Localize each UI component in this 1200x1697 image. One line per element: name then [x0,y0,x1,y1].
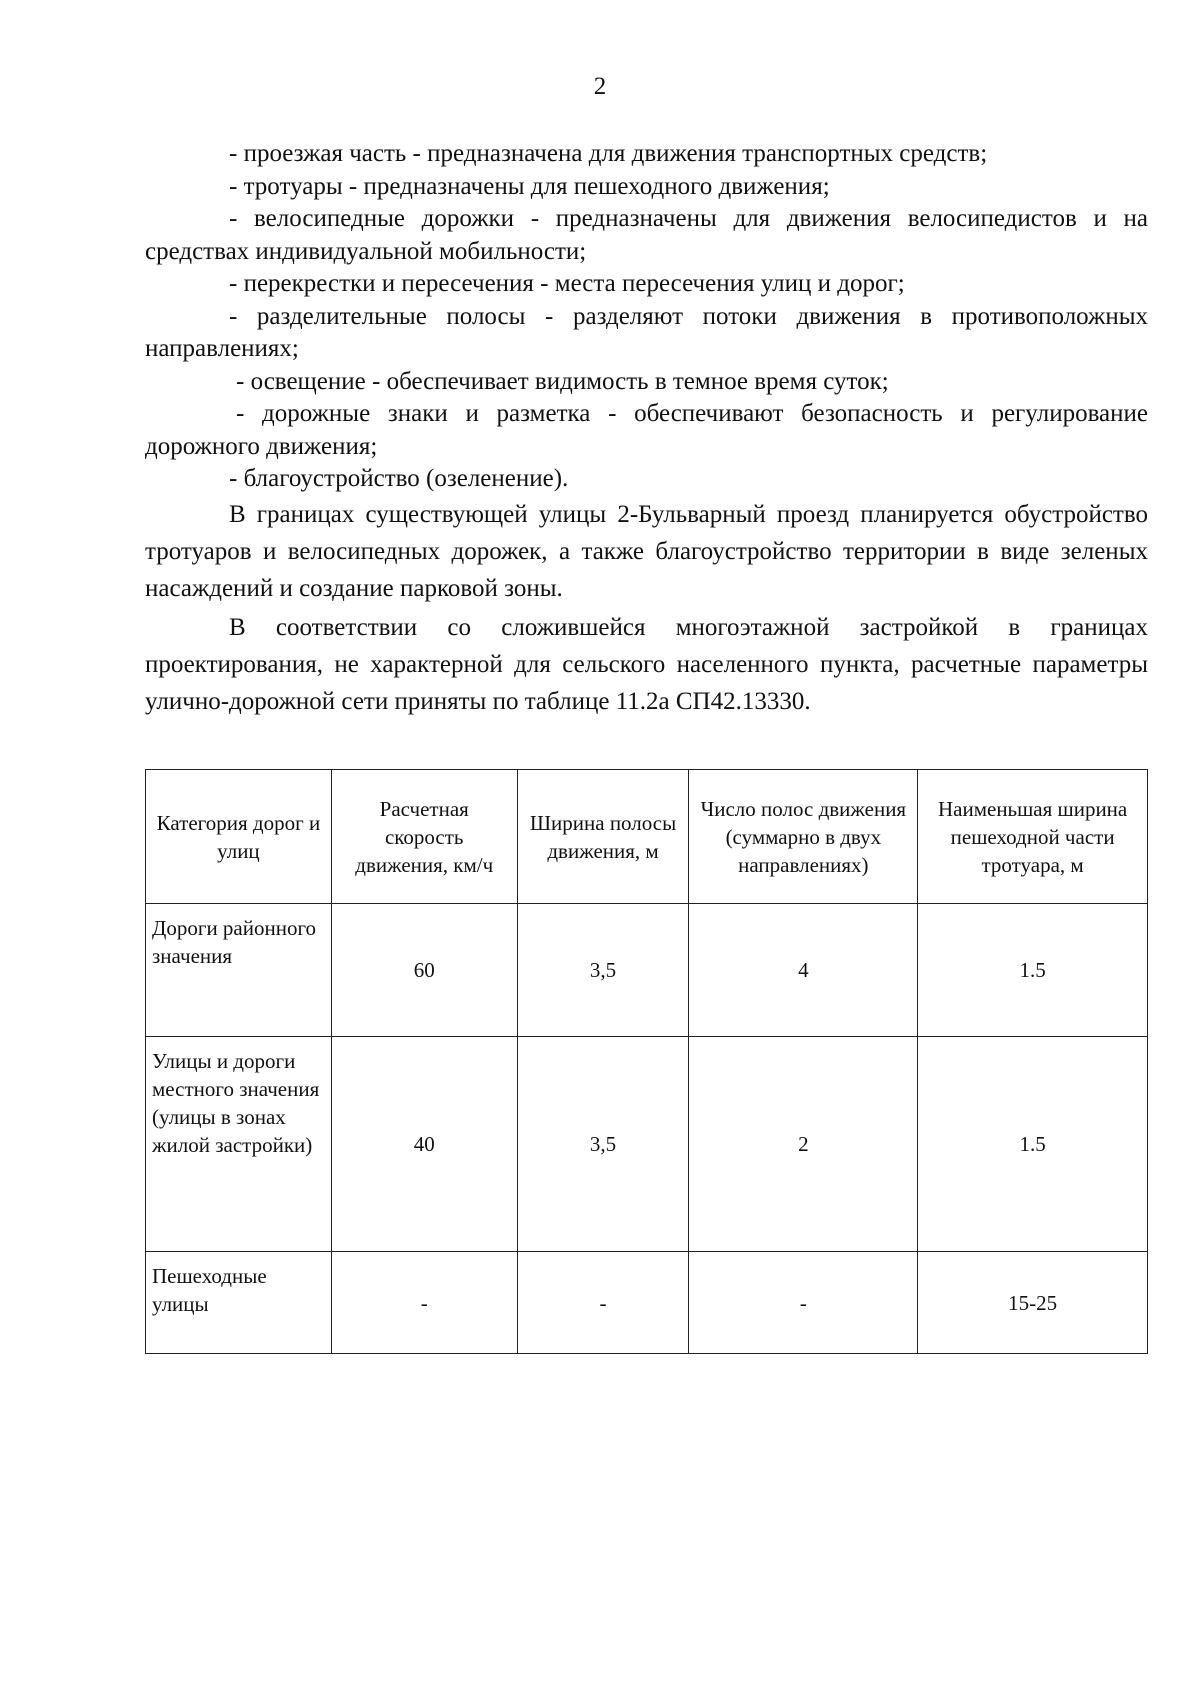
cell-lane-width: - [517,1252,689,1354]
paragraph-landscaping: - благоустройство (озеленение). [229,465,569,492]
cell-sidewalk-width: 15-25 [918,1252,1148,1354]
paragraph-carriageway: - проезжая часть - предназначена для движения транспортных средств; [229,140,988,167]
table-header-row [146,770,1148,904]
paragraph-planned-works: В границах существующей улицы 2-Бульварный проезд планируется обустройство тротуаров и велосипедных дорожек, а также благоустройство территории в виде зеленых насаждений и создание парковой зоны. [145,500,1148,602]
paragraph-intersections: - перекрестки и пересечения - места пересечения улиц и дорог; [229,270,905,297]
cell-lane-width: 3,5 [517,904,689,1037]
header-category: Категория дорог и улиц [146,770,332,904]
road-parameters-table [145,769,1148,1354]
table-row [146,904,1148,1037]
table-row [146,1037,1148,1252]
cell-speed: - [331,1252,517,1354]
cell-sidewalk-width: 1.5 [918,904,1148,1037]
cell-speed: 60 [331,904,517,1037]
header-sidewalk-width: Наименьшая ширина пешеходной части тротуара, м [918,770,1148,904]
header-speed: Расчетная скорость движения, км/ч [331,770,517,904]
paragraph-sidewalks: - тротуары - предназначены для пешеходного движения; [229,172,830,200]
table-row [146,1252,1148,1354]
cell-category: Дороги районного значения [146,904,332,1037]
body-text [145,138,1148,720]
cell-lane-count: 2 [689,1037,918,1252]
page-number: 2 [593,73,607,100]
cell-lane-count: - [689,1252,918,1354]
header-lane-width: Ширина полосы движения, м [517,770,689,904]
paragraph-lighting: - освещение - обеспечивает видимость в темное время суток; [236,367,889,395]
cell-speed: 40 [331,1037,517,1252]
paragraph-dividing-strips: - разделительные полосы - разделяют потоки движения в противоположных направлениях; [145,302,1148,362]
paragraph-signs-markings: - дорожные знаки и разметка - обеспечивают безопасность и регулирование дорожного движения; [145,400,1148,460]
paragraph-bike-lanes: - велосипедные дорожки - предназначены для движения велосипедистов и на средствах индивидуальной мобильности; [145,205,1148,265]
cell-sidewalk-width: 1.5 [918,1037,1148,1252]
paragraph-design-parameters: В соответствии со сложившейся многоэтажной застройкой в границах проектирования, не характерной для сельского населенного пункта, расчетные параметры улично-дорожной сети приняты по таблице 11.2а СП42.13330. [145,613,1148,715]
cell-lane-count: 4 [689,904,918,1037]
cell-lane-width: 3,5 [517,1037,689,1252]
cell-category: Улицы и дороги местного значения (улицы в зонах жилой застройки) [146,1037,332,1252]
cell-category: Пешеходные улицы [146,1252,332,1354]
header-lane-count: Число полос движения (суммарно в двух направлениях) [689,770,918,904]
